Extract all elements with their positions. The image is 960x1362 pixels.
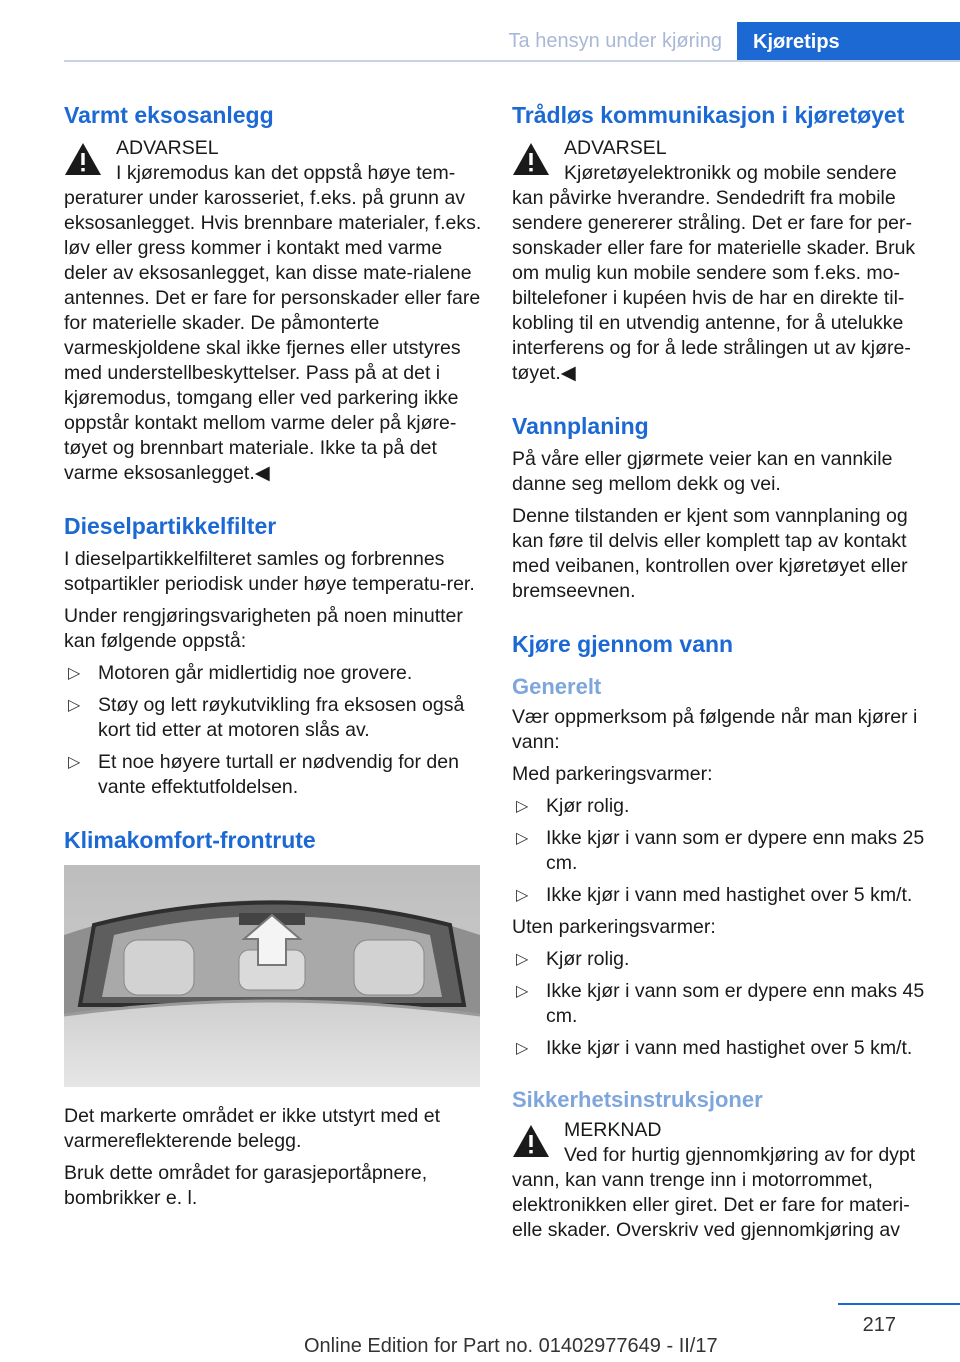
warning-label: ADVARSEL	[564, 137, 667, 159]
running-header-section: Ta hensyn under kjøring	[508, 30, 722, 52]
with-heater-list	[512, 794, 932, 908]
edition-footer: Online Edition for Part no. 01402977649 - II/17	[304, 1335, 718, 1357]
paragraph-general-3: Uten parkeringsvarmer:	[512, 916, 716, 938]
running-header-tab: Kjøretips	[737, 22, 960, 62]
list-item: ▷ Støy og lett røykutvikling fra eksosen også kort tid etter at motoren slås av.	[68, 694, 465, 741]
list-item: ▷ Ikke kjør i vann med hastighet over 5 km/t.	[516, 884, 913, 906]
heading-diesel-particulate-filter: Dieselpartikkelfilter	[64, 513, 277, 539]
dpf-list	[64, 661, 484, 800]
list-item: ▷ Ikke kjør i vann som er dypere enn maks 45 cm.	[516, 980, 925, 1027]
list-item: ▷ Kjør rolig.	[516, 948, 630, 970]
triangle-bullet-icon: ▷	[516, 983, 529, 1000]
warning-text-body: kan påvirke hverandre. Sendedrift fra mobile sendere genererer stråling. Det er fare for per‐sonskader eller fare for materielle skader. Bruk om mulig kun mobile sendere som f.eks. mo‐biltelefoner i kupéen hvis de har en direkte til‐kobling til en utvendig antenne, for å utelukke interferens og for å lede strålingen ut av kjøre‐tøyet.◀	[512, 187, 916, 384]
paragraph-windshield-2: Bruk dette området for garasjeportåpnere, bombrikker e. l.	[64, 1162, 428, 1209]
warning-block-exhaust	[64, 136, 484, 486]
triangle-bullet-icon: ▷	[68, 697, 81, 714]
list-item: ▷ Ikke kjør i vann som er dypere enn maks 25 cm.	[516, 827, 925, 874]
triangle-bullet-icon: ▷	[68, 665, 81, 682]
heading-hot-exhaust: Varmt eksosanlegg	[64, 102, 274, 128]
right-column	[512, 100, 932, 1250]
windshield-photo	[64, 865, 480, 1087]
heading-aquaplaning: Vannplaning	[512, 413, 649, 439]
warning-block-safety	[512, 1118, 932, 1243]
paragraph-dpf-1: I dieselpartikkelfilteret samles og forbrennes sotpartikler periodisk under høye temperatu‐rer.	[64, 548, 475, 595]
list-item: ▷ Et noe høyere turtall er nødvendig for den vante effektutfoldelsen.	[68, 751, 459, 798]
warning-text-body: peraturer under karosseriet, f.eks. på grunn av eksosanlegget. Hvis brennbare materialer, f.eks. løv eller gress kommer i kontakt med varme deler av eksosanlegget, kan disse mate‐rialene antennes. Det er fare for personskader eller fare for materielle skader. De påmonterte varmeskjoldene skal ikke fjernes eller utstyres med understellbeskyttelser. Pass på at det i kjøremodus, tomgang eller ved parkering ikke oppstår kontakt mellom varme deler på kjøre‐tøyet og brennbart materiale. Ikke ta på det varme eksosanlegget.◀	[64, 187, 482, 484]
warning-text-first-line: Kjøretøyelektronikk og mobile sendere	[564, 162, 897, 184]
triangle-bullet-icon: ▷	[516, 951, 529, 968]
heading-climate-windshield: Klimakomfort-frontrute	[64, 827, 316, 853]
heading-wireless: Trådløs kommunikasjon i kjøretøyet	[512, 102, 905, 128]
left-column	[64, 100, 484, 1218]
subheading-safety: Sikkerhetsinstruksjoner	[512, 1087, 763, 1112]
triangle-bullet-icon: ▷	[68, 754, 81, 771]
warning-triangle-icon	[512, 142, 550, 176]
list-item: ▷ Ikke kjør i vann med hastighet over 5 km/t.	[516, 1037, 913, 1059]
warning-label: ADVARSEL	[116, 137, 219, 159]
notice-text-body: vann, kan vann trenge inn i motorrommet, elektronikken eller giret. Det er fare for materi‐elle skader. Overskriv ved gjennomkjøring av	[512, 1169, 910, 1241]
subheading-general: Generelt	[512, 674, 602, 699]
triangle-bullet-icon: ▷	[516, 887, 529, 904]
header-rule	[64, 60, 960, 62]
notice-label: MERKNAD	[564, 1119, 662, 1141]
paragraph-general-1: Vær oppmerksom på følgende når man kjører i vann:	[512, 706, 918, 753]
without-heater-list	[512, 947, 932, 1061]
warning-triangle-icon	[512, 1124, 550, 1158]
list-item: ▷ Motoren går midlertidig noe grovere.	[68, 662, 413, 684]
triangle-bullet-icon: ▷	[516, 1040, 529, 1057]
footer-rule	[838, 1303, 960, 1305]
warning-text-first-line: I kjøremodus kan det oppstå høye tem‐	[116, 162, 456, 184]
page-number: 217	[862, 1314, 896, 1336]
warning-triangle-icon	[64, 142, 102, 176]
heading-driving-through-water: Kjøre gjennom vann	[512, 631, 734, 657]
triangle-bullet-icon: ▷	[516, 798, 529, 815]
notice-text-first-line: Ved for hurtig gjennomkjøring av for dypt	[564, 1144, 916, 1166]
warning-block-wireless	[512, 136, 932, 386]
triangle-bullet-icon: ▷	[516, 830, 529, 847]
paragraph-general-2: Med parkeringsvarmer:	[512, 763, 713, 785]
paragraph-aquaplaning-2: Denne tilstanden er kjent som vannplaning og kan føre til delvis eller komplett tap av kontakt med veibanen, kontrollen over kjøretøyet eller bremseevnen.	[512, 505, 908, 602]
paragraph-windshield-1: Det markerte området er ikke utstyrt med et varmereflekterende belegg.	[64, 1105, 441, 1152]
paragraph-dpf-2: Under rengjøringsvarigheten på noen minutter kan følgende oppstå:	[64, 605, 463, 652]
paragraph-aquaplaning-1: På våre eller gjørmete veier kan en vannkile danne seg mellom dekk og vei.	[512, 448, 893, 495]
list-item: ▷ Kjør rolig.	[516, 795, 630, 817]
